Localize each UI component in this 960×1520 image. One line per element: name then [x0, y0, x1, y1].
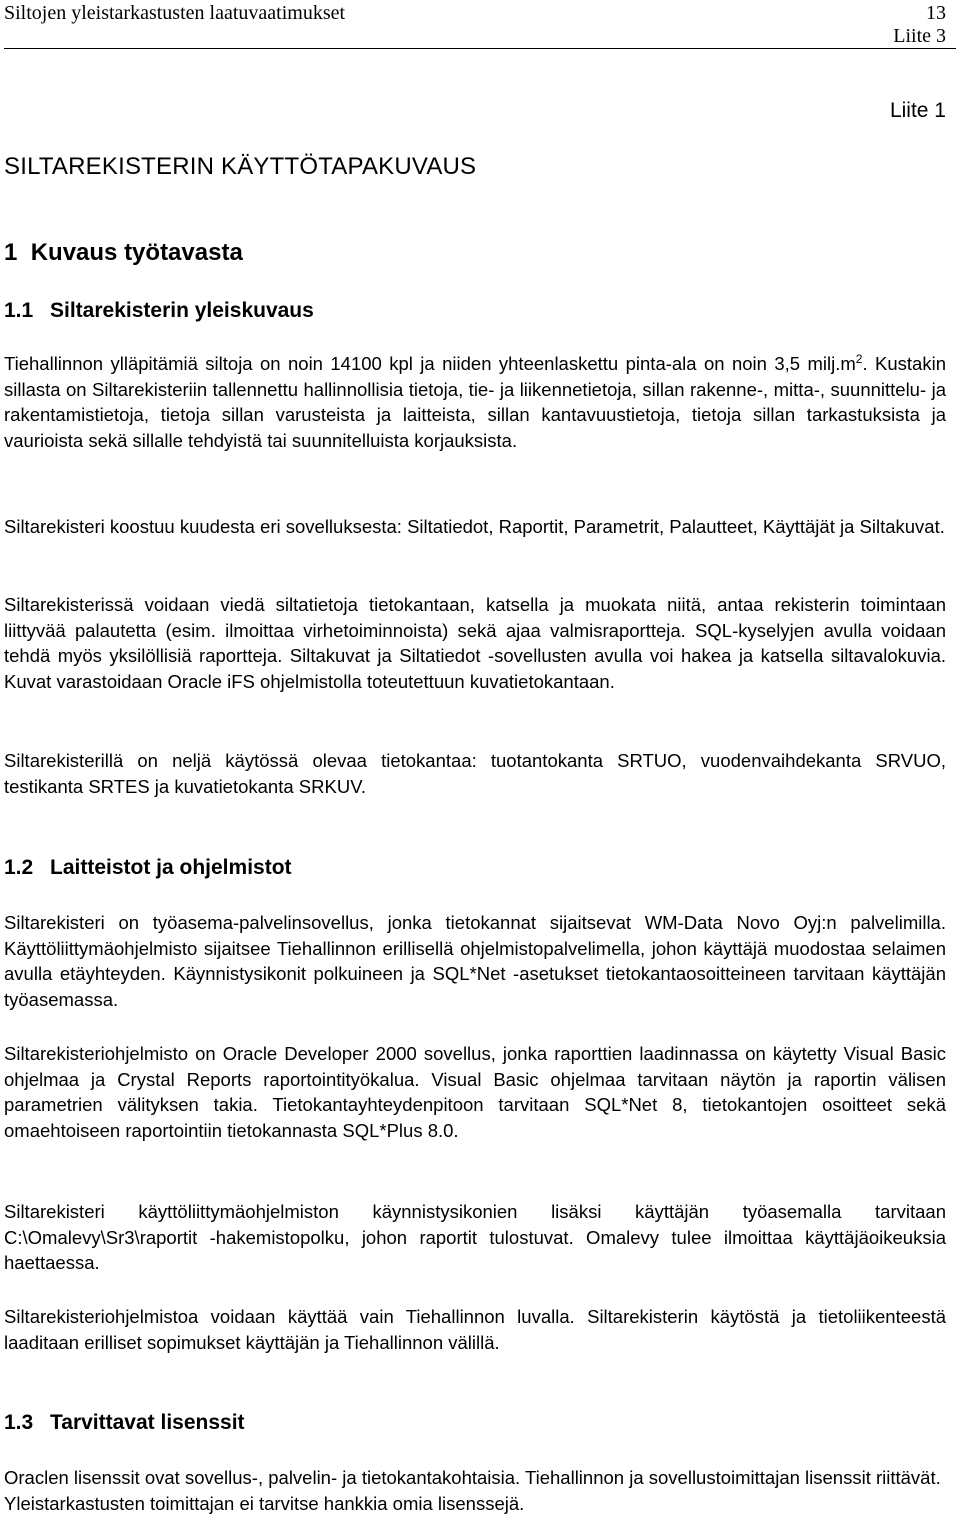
section-title: Laitteistot ja ohjelmistot — [50, 856, 292, 879]
section-title: Kuvaus työtavasta — [30, 239, 243, 266]
paragraph: Siltarekisteriohjelmisto on Oracle Developer 2000 sovellus, jonka raporttien laadinnassa on käytetty Visual Basic ohjelmaa ja Crystal Reports raportointityökalua. Visual Basic ohjelmaa tarvitaan näytön ja raportin välisen parametrien välityksen takia. Tietokantayhteydenpitoon tarvitaan SQL*Net 8, tietokantojen osoitteet sekä omaehtoiseen raportointiin tietokannasta SQL*Plus 8.0. — [4, 1043, 946, 1141]
header-divider — [4, 48, 956, 49]
paragraph — [4, 351, 946, 453]
annex-label: Liite 1 — [889, 99, 946, 122]
header-annex-label: Liite 3 — [893, 25, 946, 47]
superscript: 2 — [855, 351, 863, 366]
paragraph: Oraclen lisenssit ovat sovellus-, palvelin- ja tietokantakohtaisia. Tiehallinnon ja sovellustoimittajan lisenssit riittävät. Yleistarkastusten toimittajan ei tarvitse hankkia omia lisenssejä. — [4, 1467, 941, 1514]
paragraph: Siltarekisteri käyttöliittymäohjelmiston käynnistysikonien lisäksi käyttäjän työasemalla tarvitaan C:\Omalevy\Sr3\raportit -hakemistopolku, johon raportit tulostuvat. Omalevy tulee ilmoittaa käyttäjäoikeuksia haettaessa. — [4, 1201, 946, 1274]
section-number: 1.3 — [4, 1411, 34, 1434]
paragraph-text: Tiehallinnon ylläpitämiä siltoja on noin 14100 kpl ja niiden yhteenlaskettu pinta-ala on noin 3,5 milj.m — [4, 353, 856, 374]
section-heading-1-2 — [4, 855, 292, 881]
paragraph-text: . Kustakin sillasta on Siltarekisteriin tallennettu hallinnollisia tietoja, tie- ja liikennetietoja, sillan rakenne-, mitta-, suunnittelu- ja rakentamistietoja, tietoja sillan varusteista ja laitteista, sillan kantavuustietoja, tietoja sillan tarkastuksista ja vaurioista sekä sillalle tehdyistä tai suunnitelluista korjauksista. — [4, 353, 946, 451]
section-number: 1.1 — [4, 299, 34, 322]
section-heading-1-3 — [4, 1410, 245, 1436]
paragraph: Siltarekisteri on työasema-palvelinsovellus, jonka tietokannat sijaitsevat WM-Data Novo Oyj:n palvelimilla. Käyttöliittymäohjelmisto sijaitsee Tiehallinnon erillisellä ohjelmistopalvelimella, johon käyttäjä muodostaa selaimen avulla etäyhteyden. Käynnistysikonit polkuineen ja SQL*Net -asetukset tietokantaosoitteineen tarvitaan käyttäjän työasemassa. — [4, 912, 946, 1010]
paragraph: Siltarekisterillä on neljä käytössä olevaa tietokantaa: tuotantokanta SRTUO, vuodenvaihdekanta SRVUO, testikanta SRTES ja kuvatietokanta SRKUV. — [4, 750, 946, 797]
section-heading-1-1 — [4, 298, 314, 324]
paragraph: Siltarekisteri koostuu kuudesta eri sovelluksesta: Siltatiedot, Raportit, Parametrit, Palautteet, Käyttäjät ja Siltakuvat. — [4, 516, 945, 537]
section-number: 1.2 — [4, 856, 34, 879]
paragraph: Siltarekisteriohjelmistoa voidaan käyttää vain Tiehallinnon luvalla. Siltarekisterin käytöstä ja tietoliikenteestä laaditaan erilliset sopimukset käyttäjän ja Tiehallinnon välillä. — [4, 1306, 946, 1353]
section-title: Tarvittavat lisenssit — [50, 1411, 245, 1434]
document-title: SILTAREKISTERIN KÄYTTÖTAPAKUVAUS — [4, 153, 477, 180]
running-title: Siltojen yleistarkastusten laatuvaatimukset — [4, 2, 346, 24]
section-number: 1 — [4, 239, 18, 266]
section-heading-1 — [4, 238, 243, 268]
paragraph: Siltarekisterissä voidaan viedä siltatietoja tietokantaan, katsella ja muokata niitä, antaa rekisterin toimintaan liittyvää palautetta (esim. ilmoittaa virhetoiminnoista) sekä ajaa valmisraportteja. SQL-kyselyjen avulla voidaan tehdä myös yksilöllisiä raportteja. Siltakuvat ja Siltatiedot -sovellusten avulla voi hakea ja katsella siltavalokuvia. Kuvat varastoidaan Oracle iFS ohjelmistolla toteutettuun kuvatietokantaan. — [4, 594, 946, 692]
page-number: 13 — [926, 2, 946, 24]
section-title: Siltarekisterin yleiskuvaus — [50, 299, 314, 322]
